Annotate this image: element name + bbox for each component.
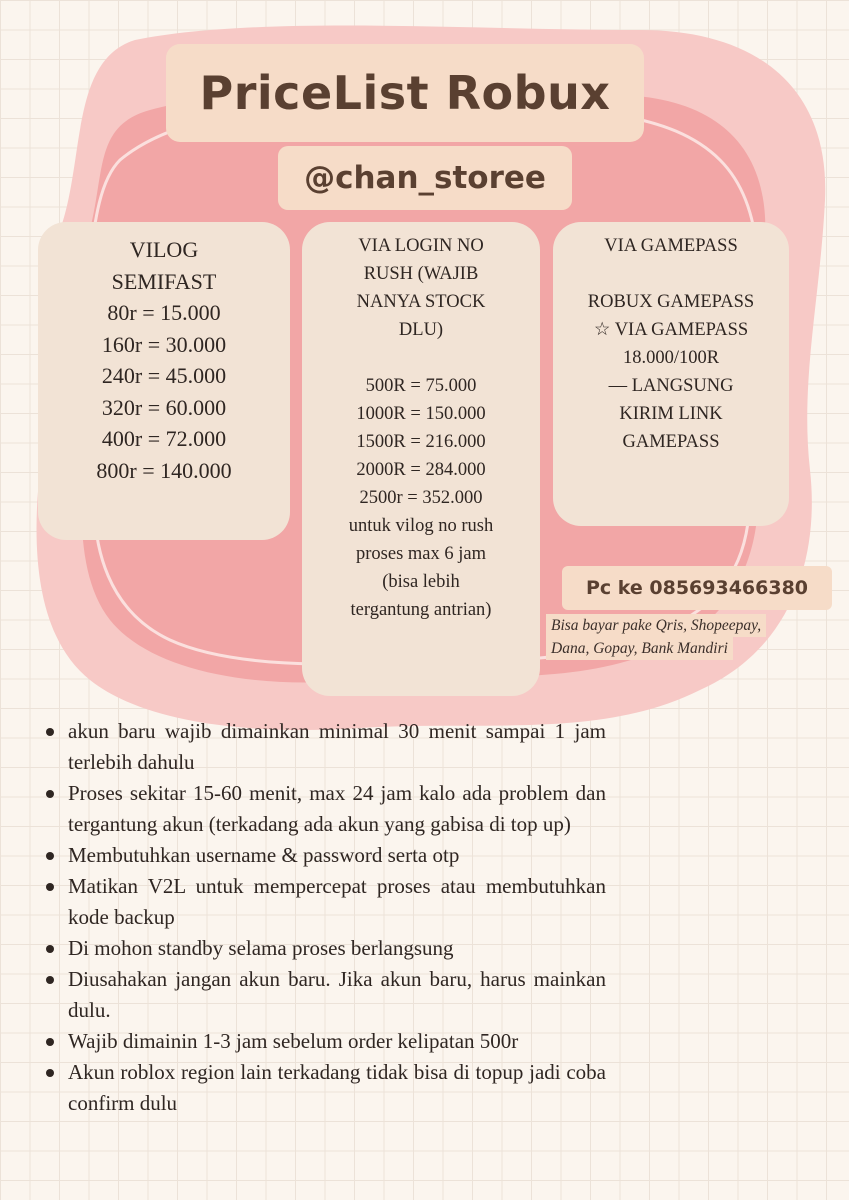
payment-line: Dana, Gopay, Bank Mandiri [546, 637, 733, 660]
note-line: (bisa lebih [382, 572, 460, 592]
card-line: VILOG [129, 237, 199, 262]
card-line: 18.000/100R [622, 348, 720, 368]
rule-item: akun baru wajib dimainkan minimal 30 menit sampai 1 jam terlebih dahulu [40, 716, 606, 778]
payment-methods [546, 614, 826, 664]
price-line: 80r = 15.000 [107, 300, 221, 325]
price-line: 1500R = 216.000 [356, 432, 486, 452]
store-handle: @chan_storee [278, 146, 572, 210]
card-line: GAMEPASS [622, 432, 720, 452]
payment-line: Bisa bayar pake Qris, Shopeepay, [546, 614, 766, 637]
rule-item: Membutuhkan username & password serta otp [40, 840, 606, 871]
price-line: 160r = 30.000 [101, 331, 227, 357]
card-line: KIRIM LINK [619, 404, 723, 424]
price-line: 400r = 72.000 [101, 426, 227, 451]
card-line: SEMIFAST [111, 268, 217, 294]
card-line: ☆ VIA GAMEPASS [593, 320, 749, 340]
card-line: ROBUX GAMEPASS [587, 292, 755, 312]
via-login-card [302, 222, 540, 696]
vilog-semifast-card [38, 222, 290, 540]
price-line: 2000R = 284.000 [356, 460, 486, 480]
price-line: 240r = 45.000 [101, 363, 227, 388]
card-header-line: DLU) [398, 320, 444, 340]
card-header-line: VIA GAMEPASS [604, 236, 738, 256]
card-line: — LANGSUNG [608, 376, 734, 396]
note-line: untuk vilog no rush [348, 516, 494, 536]
page-title: PriceList Robux [166, 44, 644, 142]
card-header-line: NANYA STOCK [356, 292, 486, 312]
price-line: 2500r = 352.000 [359, 488, 483, 508]
card-header-line: VIA LOGIN NO [358, 236, 484, 256]
rules-list [40, 716, 606, 1119]
rule-item: Di mohon standby selama proses berlangsung [40, 933, 606, 964]
note-line: tergantung antrian) [350, 600, 492, 620]
card-header-line: RUSH (WAJIB [363, 264, 479, 284]
via-gamepass-card [553, 222, 789, 526]
price-line: 1000R = 150.000 [356, 404, 486, 424]
note-line: proses max 6 jam [356, 544, 486, 564]
rule-item: Akun roblox region lain terkadang tidak bisa di topup jadi coba confirm dulu [40, 1057, 606, 1119]
price-line: 800r = 140.000 [96, 457, 232, 483]
price-line: 320r = 60.000 [101, 394, 227, 420]
rule-item: Wajib dimainin 1-3 jam sebelum order kelipatan 500r [40, 1026, 606, 1057]
price-line: 500R = 75.000 [365, 376, 477, 396]
rule-item: Proses sekitar 15-60 menit, max 24 jam kalo ada problem dan tergantung akun (terkadang ada akun yang gabisa di top up) [40, 778, 606, 840]
contact-phone: Pc ke 085693466380 [562, 566, 832, 610]
rule-item: Matikan V2L untuk mempercepat proses atau membutuhkan kode backup [40, 871, 606, 933]
rule-item: Diusahakan jangan akun baru. Jika akun baru, harus mainkan dulu. [40, 964, 606, 1026]
